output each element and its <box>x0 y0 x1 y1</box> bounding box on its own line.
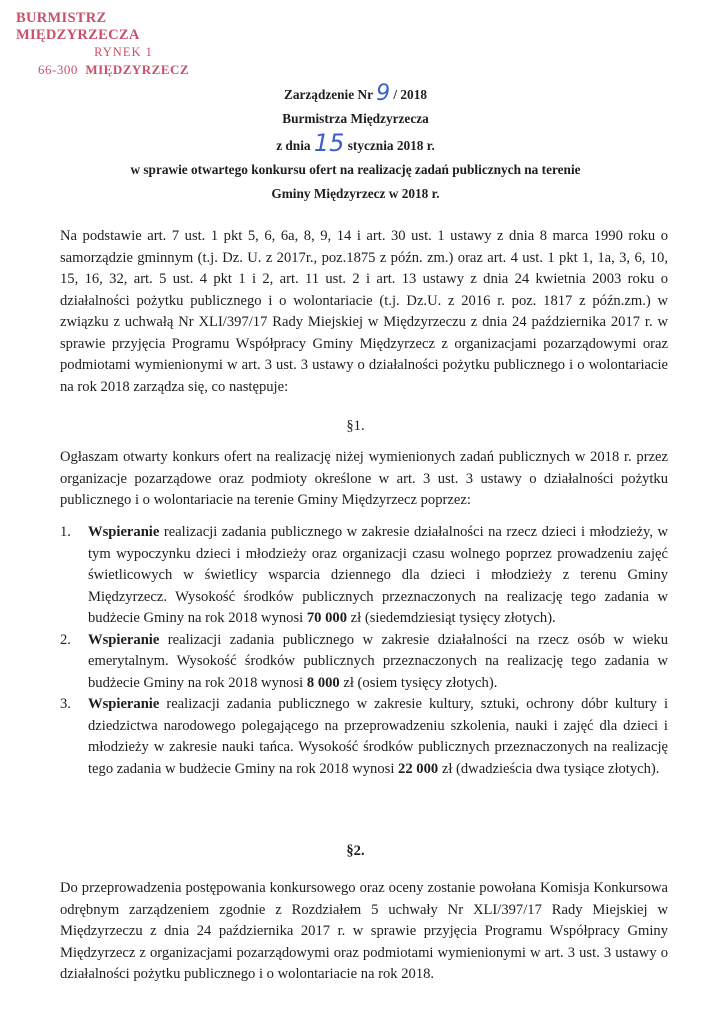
stamp-line-office: BURMISTRZ MIĘDZYRZECZA <box>16 10 140 43</box>
document-title <box>0 82 711 107</box>
document-subject-line1: w sprawie otwartego konkursu ofert na realizację zadań publicznych na terenie <box>130 162 581 177</box>
stamp-city: MIĘDZYRZECZ <box>85 62 190 77</box>
task-item-3 <box>60 694 668 780</box>
task-text: realizacji zadania publicznego w zakresie działalności na rzecz osób w wieku emerytalnym. Wysokość środków publicznych przeznaczonych na realizację tego zadania w budżecie Gminy na rok 2018 wynosi <box>88 631 668 691</box>
stamp-line-city <box>16 61 231 78</box>
task-amount: 8 000 <box>306 674 340 691</box>
task-item-2 <box>60 630 668 695</box>
list-number: 2. <box>60 631 71 648</box>
task-lead: Wspieranie <box>88 631 160 648</box>
section-2-paragraph: Do przeprowadzenia postępowania konkursowego oraz oceny zostanie powołana Komisja Konkursowa odrębnym zarządzeniem zgodnie z Rozdziałem 5 uchwały Nr XLI/397/17 Rady Miejskiej w Międzyrzeczu z dnia 24 października 2017 r. w sprawie przyjęcia Programu Współpracy Gminy Międzyrzecz z organizacjami pozarządowymi oraz podmiotami wymienionymi w art. 3 ust. 3 ustawy o działalności pożytku publicznego i o wolontariacie na rok 2018. <box>60 880 668 982</box>
title-suffix: / 2018 <box>393 87 428 102</box>
task-text-end: zł (dwadzieścia dwa tysiące złotych). <box>438 760 660 777</box>
handwritten-number: 9 <box>376 81 391 106</box>
task-amount: 70 000 <box>306 610 348 626</box>
official-stamp <box>16 10 231 78</box>
task-list <box>60 522 668 780</box>
document-subject-line2: Gminy Międzyrzecz w 2018 r. <box>271 186 440 201</box>
handwritten-day: 15 <box>313 129 345 157</box>
task-lead: Wspieranie <box>88 696 160 712</box>
stamp-postal-code: 66-300 <box>38 62 78 77</box>
task-amount: 22 000 <box>398 760 439 777</box>
legal-basis-paragraph: Na podstawie art. 7 ust. 1 pkt 5, 6, 6a, 8, 9, 14 i art. 30 ust. 1 ustawy z dnia 8 marca 1990 roku o samorządzie gminnym (t.j. Dz. U. z 2017r., poz.1875 z późn. zm.) oraz art. 4 ust. 1 pkt 1, 1a, 3, 6, 10, 15, 16, 32, art. 5 ust. 4 pkt 1 i 2, art. 11 ust. 2 i art. 13 ustawy z dnia 24 kwietnia 2003 roku o działalności pożytku publicznego i o wolontariacie (t.j. Dz.U. z 2016 r. poz. 1817 z późn.zm.) w związku z uchwałą Nr XLI/397/17 Rady Miejskiej w Międzyrzeczu z dnia 24 października 2017 r. w sprawie przyjęcia Programu Współpracy Gminy Międzyrzecz z organizacjami pozarządowymi oraz podmiotami wymienionymi w art. 3 ust. 3 ustawy o działalności pożytku publicznego i o wolontariacie na rok 2018 zarządza się, co następuje: <box>60 228 668 395</box>
section-1-paragraph: Ogłaszam otwarty konkurs ofert na realizację niżej wymienionych zadań publicznych w 2018 r. przez organizacje pozarządowe oraz podmioty określone w art. 3 ust. 3 ustawy o działalności pożytku publicznego i o wolontariacie na terenie Gminy Międzyrzecz poprzez: <box>60 449 668 508</box>
list-number: 3. <box>60 696 71 712</box>
title-prefix: Zarządzenie Nr <box>283 87 373 102</box>
document-header <box>0 82 711 206</box>
section-1-heading: §1. <box>346 418 365 434</box>
list-number: 1. <box>60 524 71 540</box>
task-text: realizacji zadania publicznego w zakresie działalności na rzecz dzieci i młodzieży, w tym wypoczynku dzieci i młodzieży oraz organizacji czasu wolnego poprzez prowadzeniu zajęć świetlicowych w świetlicy wsparcia dziennego dla dzieci i młodzieży z terenu Gminy Międzyrzecz. Wysokość środków publicznych przeznaczonych na realizację tego zadania w budżecie Gminy na rok 2018 wynosi <box>88 524 668 626</box>
date-suffix: stycznia 2018 r. <box>347 138 435 153</box>
date-prefix: z dnia <box>276 138 311 153</box>
task-lead: Wspieranie <box>88 524 160 540</box>
document-issuer: Burmistrza Międzyrzecza <box>282 111 429 126</box>
stamp-line-address: RYNEK 1 <box>94 45 153 59</box>
task-text-end: zł (siedemdziesiąt tysięcy złotych). <box>347 610 556 626</box>
section-2-heading: §2. <box>346 843 365 859</box>
task-text-end: zł (osiem tysięcy złotych). <box>339 674 498 691</box>
task-text: realizacji zadania publicznego w zakresie kultury, sztuki, ochrony dóbr kultury i dziedzictwa narodowego polegającego na przeprowadzeniu szkolenia, nauki i zajęć dla dzieci i młodzieży w zakresie nauki tańca. Wysokość środków publicznych przeznaczonych na realizację tego zadania w budżecie Gminy na rok 2018 wynosi <box>88 696 668 777</box>
document-date <box>0 131 711 158</box>
task-item-1 <box>60 522 668 630</box>
